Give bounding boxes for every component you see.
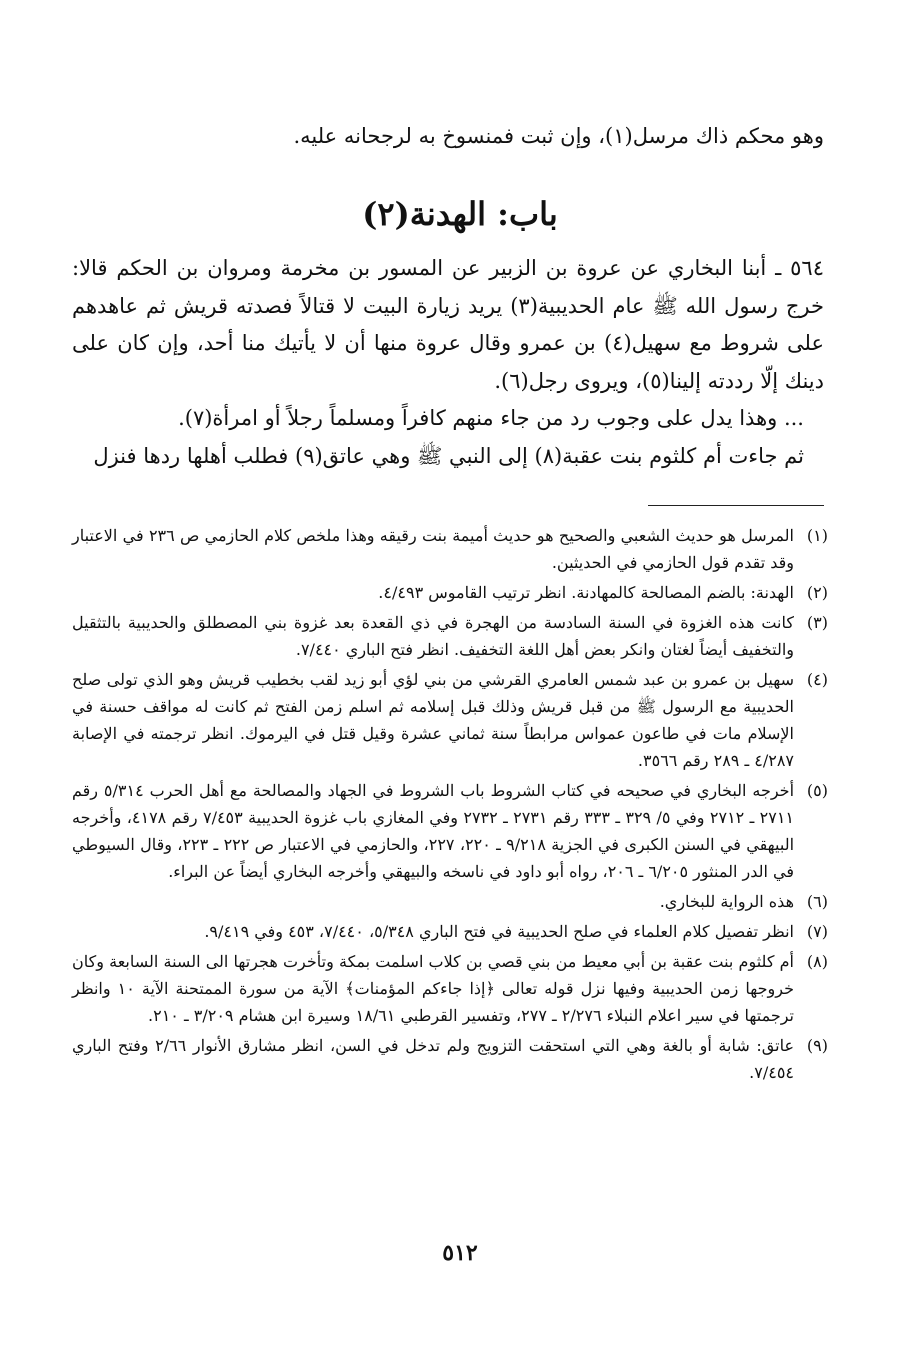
footnotes: [72, 522, 828, 1089]
chapter-title: باب: الهدنة(٢): [362, 195, 558, 233]
footnote: [72, 888, 828, 915]
footnote-divider: [648, 505, 824, 506]
chapter-heading: [0, 186, 920, 242]
footnote-text: أم كلثوم بنت عقبة بن أبي معيط من بني قصي بن كلاب اسلمت بمكة وتأخرت هجرتها الى السنة السابعة وكان خروجها زمن الحديبية وفيها نزل قوله تعالى ﴿إذا جاءكم المؤمنات﴾ الآية من سورة الممتحنة الآية ١٠ وانظر ترجمتها في سير اعلام النبلاء ٢/٢٧٦ ـ ٢٧٧، وتفسير القرطبي ١٨/٦١ وسيرة ابن هشام ٣/٢٠٩ ـ ٢١٠.: [72, 952, 794, 1025]
footnote-text: المرسل هو حديث الشعبي والصحيح هو حديث أميمة بنت رقيقه وهذا ملخص كلام الحازمي ص ٢٣٦ في الاعتبار وقد تقدم قول الحازمي في الحديثين.: [72, 526, 795, 572]
footnote-number: (٤): [806, 670, 828, 689]
page-number: ٥١٢: [442, 1240, 478, 1266]
footnote-number: (٢): [806, 583, 828, 602]
footnote: [72, 609, 828, 663]
footnote-text: هذه الرواية للبخاري.: [659, 892, 794, 911]
footnote: [72, 1032, 828, 1086]
footnote-text: عاتق: شابة أو بالغة وهي التي استحقت التزويج ولم تدخل في السن، انظر مشارق الأنوار ٢/٦٦ وفتح الباري ٧/٤٥٤.: [72, 1036, 794, 1082]
footnote: [72, 579, 828, 606]
footnote-text: سهيل بن عمرو بن عبد شمس العامري القرشي من بني لؤي أبو زيد لقب بخطيب قريش وهو الذي تولى صلح الحديبية مع الرسول ﷺ من قبل قريش وذلك قبل إسلامه ثم اسلم زمن الفتح ثم كانت له مواقف حسنة في الإسلام مات في طاعون عمواس مرابطاً سنة ثماني عشرة وقيل قتل في اليرموك. انظر ترجمته في الإصابة ٤/٢٨٧ ـ ٢٨٩ رقم ٣٥٦٦.: [72, 670, 794, 770]
footnote: [72, 918, 828, 945]
footnote-number: (٨): [806, 952, 828, 971]
intro-text: وهو محكم ذاك مرسل(١)، وإن ثبت فمنسوخ به لرجحانه عليه.: [293, 124, 824, 148]
commentary-paragraph: ... وهذا يدل على وجوب رد من جاء منهم كافراً ومسلماً رجلاً أو امرأة(٧).: [178, 406, 804, 430]
footnote-text: انظر تفصيل كلام العلماء في صلح الحديبية في فتح الباري ٥/٣٤٨، ٧/٤٤٠، ٤٥٣ وفي ٩/٤١٩.: [204, 922, 794, 941]
footnote-number: (٩): [806, 1036, 828, 1055]
continuation-paragraph: ثم جاءت أم كلثوم بنت عقبة(٨) إلى النبي ﷺ وهي عاتق(٩) فطلب أهلها ردها فنزل: [93, 443, 804, 468]
footnote: [72, 948, 828, 1029]
footnote: [72, 777, 828, 885]
footnote-text: الهدنة: بالضم المصالحة كالمهادنة. انظر ترتيب القاموس ٤/٤٩٣.: [378, 583, 794, 602]
footnote-number: (٧): [806, 922, 828, 941]
main-text: [72, 250, 824, 475]
footnote-number: (٣): [806, 613, 828, 632]
footnote-text: كانت هذه الغزوة في السنة السادسة من الهجرة في ذي القعدة بعد غزوة بني المصطلق والحديبية بالتثقيل والتخفيف أيضاً لغتان وانكر بعض أهل اللغة التخفيف. انظر فتح الباري ٧/٤٤٠.: [72, 613, 794, 659]
footnote-text: أخرجه البخاري في صحيحه في كتاب الشروط باب الشروط في الجهاد والمصالحة مع أهل الحرب ٥/٣١٤ رقم ٢٧١١ ـ ٢٧١٢ وفي ٥/ ٣٢٩ ـ ٣٣٣ رقم ٢٧٣١ ـ ٢٧٣٢ وفي المغازي باب غزوة الحديبية ٧/٤٥٣ رقم ٤١٧٨، وأخرجه البيهقي في السنن الكبرى في الجزية ٩/٢١٨ ـ ٢٢٠، ٢٢٧، والحازمي في الاعتبار ص ٢٢٢ ـ ٢٢٣، وقال السيوطي في الدر المنثور ٦/٢٠٥ ـ ٢٠٦، رواه أبو داود في ناسخه والبيهقي وأخرجه البخاري أيضاً عن البراء.: [72, 781, 795, 881]
footnote-number: (٥): [806, 781, 828, 800]
footnote-number: (٦): [806, 892, 828, 911]
hadith-paragraph: ٥٦٤ ـ أبنا البخاري عن عروة بن الزبير عن المسور بن مخرمة ومروان بن الحكم قالا: خرج رسول الله ﷺ عام الحديبية(٣) يريد زيارة البيت لا قتالاً فصدته قريش ثم عاهدهم على شروط مع سهيل(٤) بن عمرو وقال عروة منها أن لا يأتيك منا أحد، وإن كان على دينك إلّا رددته إلينا(٥)، ويروى رجل(٦).: [72, 256, 825, 393]
footnote-number: (١): [806, 526, 828, 545]
footnote: [72, 666, 828, 774]
intro-line: [72, 118, 824, 154]
footnote: [72, 522, 828, 576]
